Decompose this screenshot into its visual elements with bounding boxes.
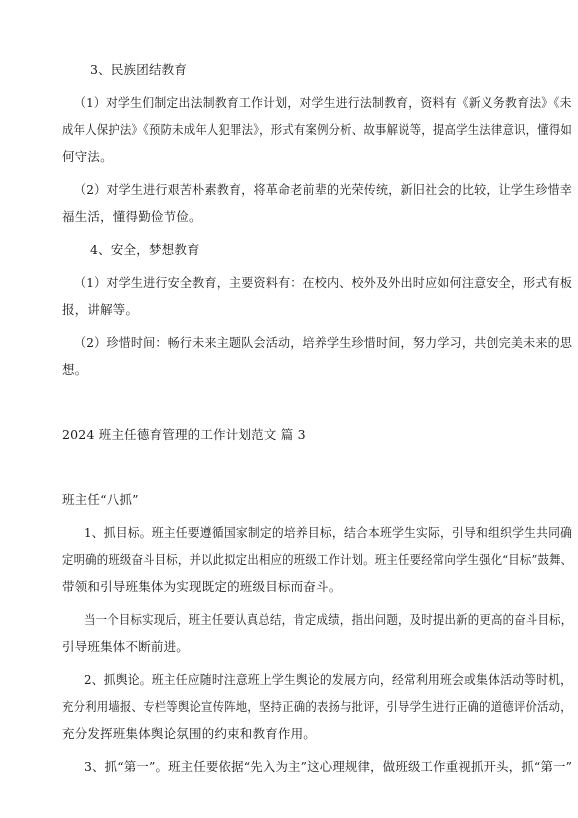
paragraph-line: 报，讲解等。 bbox=[62, 302, 139, 317]
paragraph-line: 3、抓“第一”。班主任要依据“先入为主”这心理规律，做班级工作重视抓开头，抓“第一” bbox=[84, 759, 573, 774]
section-heading: 3、民族团结教育 bbox=[90, 62, 188, 77]
paragraph-line: 带领和引导班集体为实现既定的班级目标而奋斗。 bbox=[62, 579, 342, 594]
paragraph-line: 当一个目标实现后，班主任要认真总结，肯定成绩，指出问题，及时提出新的更高的奋斗目标， bbox=[84, 612, 573, 627]
paragraph-line: 定明确的班级奋斗目标，并以此拟定出相应的班级工作计划。班主任要经常向学生强化“目标”鼓舞、 bbox=[62, 552, 573, 567]
paragraph-line: 充分利用墙报、专栏等舆论宣传阵地，坚持正确的表扬与批评，引导学生进行正确的道德评价活动， bbox=[62, 699, 572, 714]
paragraph-line: 何守法。 bbox=[62, 149, 113, 164]
paragraph-line: 成年人保护法》《预防未成年人犯罪法》，形式有案例分析、故事解说等，提高学生法律意识，懂得如 bbox=[62, 122, 573, 137]
paragraph-line: （1）对学生进行安全教育，主要资料有：在校内、校外及外出时应如何注意安全，形式有板 bbox=[74, 275, 573, 290]
paragraph-line: （1）对学生们制定出法制教育工作计划，对学生进行法制教育，资料有《新义务教育法》《未 bbox=[74, 95, 572, 110]
section-heading: 4、安全，梦想教育 bbox=[90, 242, 200, 257]
section-heading: 班主任“八抓” bbox=[62, 492, 139, 507]
paragraph-line: （2）对学生进行艰苦朴素教育，将革命老前辈的光荣传统，新旧社会的比较，让学生珍惜幸 bbox=[74, 182, 573, 197]
paragraph-line: 1、抓目标。班主任要遵循国家制定的培养目标，结合本班学生实际，引导和组织学生共同确 bbox=[84, 525, 573, 540]
article-title: 2024 班主任德育管理的工作计划范文 篇 3 bbox=[62, 427, 306, 442]
paragraph-line: 充分发挥班集体舆论氛围的约束和教育作用。 bbox=[62, 726, 317, 741]
paragraph-line: 2、抓舆论。班主任应随时注意班上学生舆论的发展方向，经常利用班会或集体活动等时机， bbox=[84, 672, 573, 687]
paragraph-line: 福生活，懂得勤俭节俭。 bbox=[62, 209, 202, 224]
paragraph-line: 引导班集体不断前进。 bbox=[62, 639, 190, 654]
paragraph-line: （2）珍惜时间：畅行未来主题队会活动，培养学生珍惜时间，努力学习，共创完美未来的思 bbox=[74, 335, 573, 350]
paragraph-line: 想。 bbox=[62, 362, 88, 377]
